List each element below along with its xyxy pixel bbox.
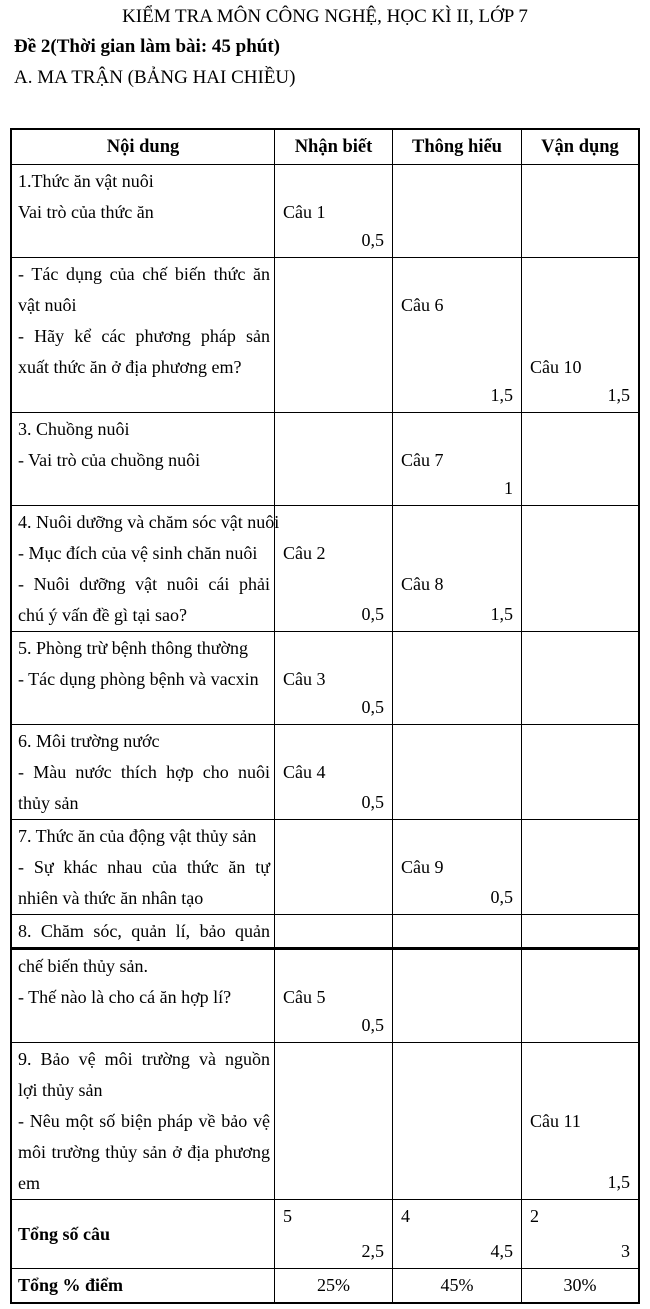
topic-line: nhiên và thức ăn nhân tạo — [18, 888, 204, 908]
exam-number-duration: Đề 2(Thời gian làm bài: 45 phút) — [14, 36, 280, 57]
topic-cell — [12, 258, 275, 412]
thong-hieu-cell — [393, 915, 522, 947]
topic-cell — [12, 506, 280, 631]
van-dung-cell — [522, 165, 638, 257]
section-heading-matrix: A. MA TRẬN (BẢNG HAI CHIỀU) — [14, 67, 296, 88]
van-dung-cell — [522, 1200, 638, 1268]
question-label: 5 — [283, 1206, 292, 1226]
nhan-biet-cell — [275, 413, 393, 505]
percent-value: 30% — [563, 1275, 597, 1295]
nhan-biet-cell — [275, 1269, 393, 1302]
score-value: 0,5 — [361, 604, 384, 624]
topic-line: - Nuôi dưỡng vật nuôi cái phải — [18, 574, 270, 594]
question-label: Câu 7 — [401, 450, 444, 470]
nhan-biet-cell — [275, 632, 393, 724]
question-label: Câu 3 — [283, 669, 326, 689]
nhan-biet-cell — [275, 165, 393, 257]
question-label: Câu 6 — [401, 295, 444, 315]
topic-line: thủy sản — [18, 793, 79, 813]
van-dung-cell — [522, 632, 638, 724]
exam-matrix-table — [10, 128, 640, 1304]
nhan-biet-cell — [275, 506, 393, 631]
score-value: 1 — [504, 478, 513, 498]
percent-value: 25% — [317, 1275, 350, 1295]
column-header-1: Nhận biết — [275, 130, 393, 164]
row-5-phong-tru-benh — [12, 632, 638, 725]
topic-line: xuất thức ăn ở địa phương em? — [18, 357, 242, 377]
column-header-3: Vận dụng — [541, 136, 619, 157]
van-dung-cell — [522, 1043, 638, 1199]
thong-hieu-cell — [393, 1200, 522, 1268]
nhan-biet-cell — [275, 1200, 393, 1268]
row-8a-cham-soc-quan-li — [12, 915, 638, 950]
row-total-questions — [12, 1200, 638, 1269]
van-dung-cell — [522, 413, 638, 505]
topic-line: - Thế nào là cho cá ăn hợp lí? — [18, 987, 232, 1007]
question-label: Câu 8 — [401, 574, 444, 594]
topic-line: 4. Nuôi dưỡng và chăm sóc vật nuôi — [18, 512, 280, 532]
topic-cell — [12, 950, 275, 1042]
row-6-moi-truong-nuoc — [12, 725, 638, 820]
nhan-biet-cell — [275, 820, 393, 914]
topic-line: Vai trò của thức ăn — [18, 202, 154, 222]
topic-line: - Tác dụng của chế biến thức ăn — [18, 264, 270, 284]
van-dung-cell — [522, 506, 638, 631]
van-dung-cell — [522, 725, 638, 819]
topic-line: Tổng số câu — [18, 1224, 111, 1244]
van-dung-cell — [522, 820, 638, 914]
row-2-che-bien-thuc-an — [12, 258, 638, 413]
nhan-biet-cell — [275, 258, 393, 412]
van-dung-cell — [522, 950, 638, 1042]
topic-line: môi trường thủy sản ở địa phương — [18, 1142, 270, 1162]
row-3-chuong-nuoi — [12, 413, 638, 506]
topic-line: 5. Phòng trừ bệnh thông thường — [18, 638, 249, 658]
topic-cell — [12, 1200, 275, 1268]
row-8b-che-bien-thuy-san — [12, 950, 638, 1043]
row-7-thuc-an-dong-vat-thuy-san — [12, 820, 638, 915]
topic-line: em — [18, 1173, 40, 1193]
van-dung-cell — [522, 1269, 638, 1302]
topic-cell — [12, 915, 275, 947]
thong-hieu-cell — [393, 820, 522, 914]
topic-cell — [12, 820, 275, 914]
score-value: 0,5 — [490, 887, 513, 907]
question-label: Câu 5 — [283, 987, 326, 1007]
score-value: 1,5 — [490, 604, 513, 624]
score-value: 0,5 — [361, 792, 384, 812]
score-value: 1,5 — [607, 385, 630, 405]
thong-hieu-cell — [393, 506, 522, 631]
score-value: 3 — [621, 1241, 630, 1261]
thong-hieu-cell — [393, 258, 522, 412]
row-4-nuoi-duong-cham-soc — [12, 506, 638, 632]
table-header-row — [12, 130, 638, 165]
row-1-thuc-an-vat-nuoi — [12, 165, 638, 258]
question-label: 4 — [401, 1206, 410, 1226]
question-label: Câu 10 — [530, 357, 582, 377]
question-label: Câu 9 — [401, 857, 444, 877]
topic-line: 9. Bảo vệ môi trường và nguồn — [18, 1049, 270, 1069]
topic-line: - Vai trò của chuồng nuôi — [18, 450, 201, 470]
van-dung-cell — [522, 258, 638, 412]
topic-line: 7. Thức ăn của động vật thủy sản — [18, 826, 257, 846]
column-header-0: Nội dung — [12, 130, 275, 164]
row-total-percent — [12, 1269, 638, 1302]
thong-hieu-cell — [393, 1269, 522, 1302]
topic-line: chế biến thủy sản. — [18, 956, 148, 976]
van-dung-cell — [522, 915, 638, 947]
topic-cell — [12, 413, 275, 505]
topic-line: - Sự khác nhau của thức ăn tự — [18, 857, 270, 877]
topic-cell — [12, 725, 275, 819]
score-value: 0,5 — [361, 1015, 384, 1035]
nhan-biet-cell — [275, 950, 393, 1042]
score-value: 4,5 — [490, 1241, 513, 1261]
question-label: Câu 1 — [283, 202, 326, 222]
topic-line: - Mục đích của vệ sinh chăn nuôi — [18, 543, 258, 563]
nhan-biet-cell — [275, 725, 393, 819]
percent-value: 45% — [440, 1275, 474, 1295]
topic-line: - Tác dụng phòng bệnh và vacxin — [18, 669, 259, 689]
score-value: 0,5 — [361, 230, 384, 250]
question-label: Câu 11 — [530, 1111, 581, 1131]
topic-line: chú ý vấn đề gì tại sao? — [18, 605, 187, 625]
topic-cell — [12, 1043, 275, 1199]
thong-hieu-cell — [393, 1043, 522, 1199]
question-label: Câu 2 — [283, 543, 326, 563]
topic-line: Tổng % điểm — [18, 1275, 124, 1295]
thong-hieu-cell — [393, 725, 522, 819]
column-header-2: Thông hiểu — [393, 130, 522, 164]
question-label: 2 — [530, 1206, 539, 1226]
thong-hieu-cell — [393, 413, 522, 505]
topic-line: 1.Thức ăn vật nuôi — [18, 171, 154, 191]
score-value: 0,5 — [361, 697, 384, 717]
topic-line: - Nêu một số biện pháp về bảo vệ — [18, 1111, 270, 1131]
topic-line: lợi thủy sản — [18, 1080, 103, 1100]
topic-cell — [12, 1269, 275, 1302]
nhan-biet-cell — [275, 1043, 393, 1199]
topic-line: vật nuôi — [18, 295, 77, 315]
topic-line: - Màu nước thích hợp cho nuôi — [18, 762, 270, 782]
score-value: 2,5 — [361, 1241, 384, 1261]
score-value: 1,5 — [607, 1172, 630, 1192]
topic-line: 6. Môi trường nước — [18, 731, 160, 751]
topic-cell — [12, 165, 275, 257]
thong-hieu-cell — [393, 165, 522, 257]
topic-cell — [12, 632, 275, 724]
thong-hieu-cell — [393, 950, 522, 1042]
question-label: Câu 4 — [283, 762, 326, 782]
score-value: 1,5 — [490, 385, 513, 405]
thong-hieu-cell — [393, 632, 522, 724]
document-title: KIỂM TRA MÔN CÔNG NGHỆ, HỌC KÌ II, LỚP 7 — [122, 6, 528, 27]
nhan-biet-cell — [275, 915, 393, 947]
row-9-bao-ve-moi-truong — [12, 1043, 638, 1200]
topic-line: 8. Chăm sóc, quản lí, bảo quản — [18, 921, 270, 941]
topic-line: 3. Chuồng nuôi — [18, 419, 130, 439]
topic-line: - Hãy kể các phương pháp sản — [18, 326, 270, 346]
